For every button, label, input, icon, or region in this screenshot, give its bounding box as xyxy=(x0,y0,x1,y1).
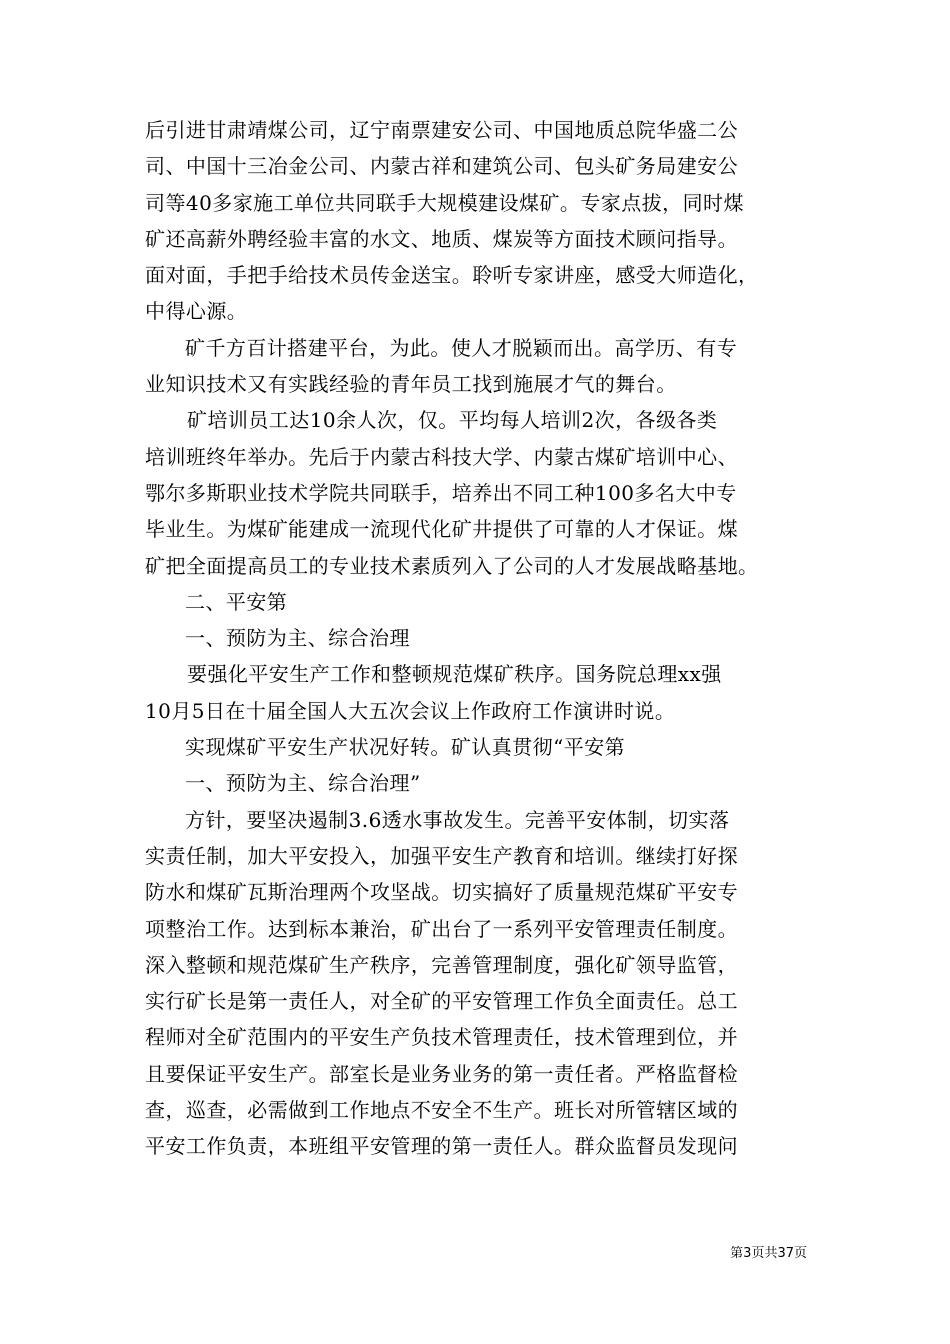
text-line: 矿还高薪外聘经验丰富的水文、地质、煤炭等方面技术顾问指导。 xyxy=(145,226,739,251)
text-line: 业知识技术又有实践经验的青年员工找到施展才气的舞台。 xyxy=(145,372,677,397)
page-number: 第3页共37页 xyxy=(730,1246,807,1261)
text-line: 面对面，手把手给技术员传金送宝。聆听专家讲座，感受大师造化， xyxy=(145,263,759,288)
text-line: 查，巡查，必需做到工作地点不安全不生产。班长对所管辖区域的 xyxy=(145,1098,739,1123)
text-line: 鄂尔多斯职业技术学院共同联手，培养出不同工种100多名大中专 xyxy=(145,480,737,505)
text-line: 中得心源。 xyxy=(145,299,248,324)
text-line: 且要保证平安生产。部室长是业务业务的第一责任者。严格监督检 xyxy=(145,1061,739,1086)
text-line: 矿千方百计搭建平台，为此。使人才脱颖而出。高学历、有专 xyxy=(185,335,738,360)
text-line: 防水和煤矿瓦斯治理两个攻坚战。切实搞好了质量规范煤矿平安专 xyxy=(145,880,739,905)
text-line: 平安工作负责，本班组平安管理的第一责任人。群众监督员发现问 xyxy=(145,1134,739,1159)
text-line: 实现煤矿平安生产状况好转。矿认真贯彻“平安第 xyxy=(185,735,626,760)
text-line: 程师对全矿范围内的平安生产负技术管理责任，技术管理到位，并 xyxy=(145,1025,739,1050)
text-line: 深入整顿和规范煤矿生产秩序，完善管理制度，强化矿领导监管， xyxy=(145,952,739,977)
document-body xyxy=(145,112,810,1165)
text-line: 矿培训员工达10余人次，仅。平均每人培训2次，各级各类 xyxy=(187,408,718,433)
section-heading: 二、平安第 xyxy=(185,589,288,614)
text-line: 司等40多家施工单位共同联手大规模建设煤矿。专家点拔，同时煤 xyxy=(145,190,744,215)
text-line: 实责任制，加大平安投入，加强平安生产教育和培训。继续打好探 xyxy=(145,843,739,868)
text-line: 项整治工作。达到标本兼治，矿出台了一系列平安管理责任制度。 xyxy=(145,916,739,941)
text-line: 矿把全面提高员工的专业技术素质列入了公司的人才发展战略基地。 xyxy=(145,553,759,578)
text-line: 10月5日在十届全国人大五次会议上作政府工作演讲时说。 xyxy=(145,698,676,723)
text-line: 要强化平安生产工作和整顿规范煤矿秩序。国务院总理xx强 xyxy=(187,662,722,687)
text-line: 实行矿长是第一责任人，对全矿的平安管理工作负全面责任。总工 xyxy=(145,989,739,1014)
text-line: 毕业生。为煤矿能建成一流现代化矿井提供了可靠的人才保证。煤 xyxy=(145,517,739,542)
section-heading: 一、预防为主、综合治理 xyxy=(185,626,410,651)
text-line: 司、中国十三冶金公司、内蒙古祥和建筑公司、包头矿务局建安公 xyxy=(145,154,739,179)
text-line: 培训班终年举办。先后于内蒙古科技大学、内蒙古煤矿培训中心、 xyxy=(145,444,739,469)
text-line: 后引进甘肃靖煤公司，辽宁南票建安公司、中国地质总院华盛二公 xyxy=(145,118,739,142)
text-line: 方针，要坚决遏制3.6透水事故发生。完善平安体制，切实落 xyxy=(185,807,730,832)
text-line: 一、预防为主、综合治理” xyxy=(185,771,421,796)
